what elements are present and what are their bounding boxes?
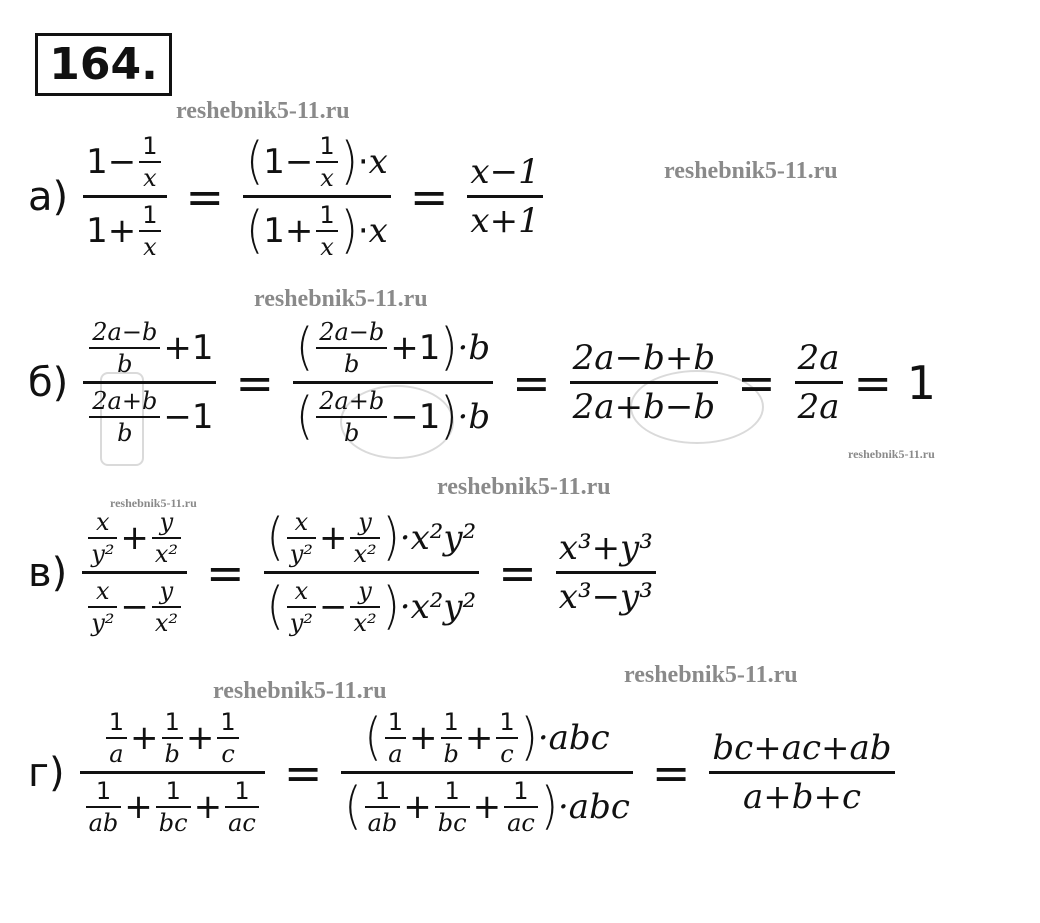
numerator: 1	[234, 777, 250, 805]
fraction-bar	[83, 195, 166, 198]
numerator: y	[159, 577, 174, 605]
fraction	[106, 708, 127, 768]
numerator: y	[358, 508, 372, 536]
numerator: 2a	[797, 338, 840, 378]
denominator: y²	[289, 540, 313, 568]
parenthesis: )	[540, 777, 558, 836]
math-term: x	[368, 211, 388, 251]
fraction-bar	[152, 537, 181, 539]
denominator: b	[344, 419, 360, 447]
denominator	[83, 387, 216, 447]
parenthesis: )	[440, 387, 458, 446]
numerator: bc+ac+ab	[712, 728, 892, 768]
parenthesis: )	[340, 132, 358, 191]
numerator: 1	[319, 132, 335, 160]
parenthesis: (	[246, 201, 264, 260]
math-term: −	[318, 587, 348, 627]
denominator: x	[143, 164, 157, 192]
math-term: x	[368, 142, 388, 182]
fraction	[504, 777, 538, 837]
math-term: +	[472, 787, 502, 827]
fraction-bar	[83, 381, 216, 384]
numerator: 1	[444, 777, 460, 805]
fraction-bar	[316, 230, 337, 232]
math-term: −1	[163, 397, 214, 437]
fraction	[316, 132, 337, 192]
fraction-bar	[88, 537, 117, 539]
fraction-bar	[156, 806, 191, 808]
fraction-bar	[316, 347, 387, 349]
fraction	[82, 508, 187, 637]
denominator: y²	[91, 540, 115, 568]
numerator: y	[358, 577, 372, 605]
numerator: 1	[319, 201, 335, 229]
fraction	[287, 508, 316, 568]
watermark: reshebnik5-11.ru	[213, 678, 387, 704]
fraction-bar	[89, 347, 160, 349]
fraction	[350, 508, 379, 568]
math-term: −	[284, 142, 314, 182]
fraction	[152, 577, 181, 637]
fraction-bar	[243, 195, 391, 198]
denominator: b	[344, 350, 360, 378]
denominator: b	[117, 419, 133, 447]
fraction-bar	[795, 381, 843, 384]
fraction	[556, 528, 656, 617]
fraction	[243, 132, 391, 261]
fraction	[225, 777, 259, 837]
math-term: ·	[357, 211, 369, 251]
numerator: 1	[443, 708, 459, 736]
equals-sign: =	[737, 355, 776, 410]
problem-number: 164.	[35, 33, 172, 96]
numerator: 1	[513, 777, 529, 805]
math-term: +	[120, 518, 149, 558]
equation-a	[28, 132, 546, 261]
fraction	[83, 132, 166, 261]
denominator: ab	[88, 809, 119, 837]
fraction	[467, 152, 542, 241]
fraction-bar	[316, 161, 337, 163]
equals-sign: =	[651, 745, 691, 800]
math-term: +	[130, 718, 159, 758]
fraction	[316, 201, 337, 261]
numerator: y	[159, 508, 174, 536]
denominator: x²	[154, 609, 179, 637]
fraction	[89, 318, 160, 378]
watermark: reshebnik5-11.ru	[176, 98, 350, 124]
fraction-bar	[217, 737, 238, 739]
math-term: −	[120, 587, 149, 627]
math-term: 1	[263, 211, 285, 251]
watermark: reshebnik5-11.ru	[110, 496, 197, 510]
fraction	[316, 318, 387, 378]
parenthesis: )	[340, 201, 358, 260]
fraction	[139, 132, 160, 192]
numerator: 1	[108, 708, 125, 736]
parenthesis: )	[382, 508, 400, 567]
math-term: +	[185, 718, 215, 758]
fraction-bar	[106, 737, 127, 739]
denominator	[80, 777, 265, 837]
fraction	[86, 777, 122, 837]
numerator: 1	[95, 777, 112, 805]
denominator: y²	[289, 609, 313, 637]
fraction-bar	[287, 537, 316, 539]
fraction	[217, 708, 238, 768]
numerator: x	[96, 577, 110, 605]
fraction	[365, 777, 401, 837]
numerator: 1	[220, 708, 236, 736]
fraction-bar	[88, 606, 117, 608]
numerator: x³+y³	[558, 528, 653, 568]
math-term: ·x²y²	[399, 518, 477, 558]
watermark: reshebnik5-11.ru	[254, 286, 428, 312]
denominator	[341, 777, 632, 837]
fraction-bar	[365, 806, 401, 808]
fraction-bar	[316, 416, 387, 418]
numerator: x	[96, 508, 110, 536]
fraction-bar	[350, 537, 379, 539]
math-term: ·abc	[557, 787, 630, 827]
fraction-bar	[225, 806, 259, 808]
numerator: 1	[387, 708, 403, 736]
math-term: ·b	[457, 397, 491, 437]
denominator: a	[109, 740, 124, 768]
fraction	[435, 777, 470, 837]
equation-b	[28, 318, 952, 447]
fraction-bar	[504, 806, 538, 808]
parenthesis: (	[266, 508, 284, 567]
denominator: a	[388, 740, 403, 768]
parenthesis: (	[296, 318, 314, 377]
fraction	[89, 387, 160, 447]
equals-sign: =	[498, 545, 537, 600]
fraction	[795, 338, 843, 427]
fraction-bar	[350, 606, 379, 608]
numerator: x	[294, 577, 309, 605]
label-g: г)	[28, 749, 65, 796]
math-term: +	[464, 718, 494, 758]
parenthesis: (	[246, 132, 264, 191]
denominator: x	[320, 233, 334, 261]
denominator: b	[443, 740, 459, 768]
numerator	[82, 508, 187, 568]
parenthesis: )	[520, 708, 538, 767]
fraction	[441, 708, 462, 768]
equals-sign: =	[185, 169, 225, 224]
denominator: x+1	[470, 201, 540, 241]
numerator	[100, 708, 245, 768]
fraction-bar	[341, 771, 632, 774]
parenthesis: )	[440, 318, 458, 377]
numerator: 1	[374, 777, 391, 805]
denominator: x²	[154, 540, 179, 568]
fraction	[570, 338, 718, 427]
fraction	[385, 708, 406, 768]
fraction	[139, 201, 160, 261]
numerator: 1	[165, 777, 181, 805]
fraction	[83, 318, 216, 447]
numerator: 1	[142, 201, 158, 229]
parenthesis: )	[382, 577, 400, 636]
numerator	[243, 132, 391, 192]
math-term: −	[107, 142, 137, 182]
fraction-bar	[467, 195, 542, 198]
fraction	[88, 508, 117, 568]
denominator: 2a	[797, 387, 840, 427]
fraction-bar	[435, 806, 470, 808]
math-term: −1	[390, 397, 441, 437]
fraction-bar	[287, 606, 316, 608]
math-term: +1	[163, 328, 214, 368]
numerator: 2a−b	[319, 318, 385, 346]
math-term: ·	[357, 142, 369, 182]
math-term: 1	[86, 211, 108, 251]
denominator: x³−y³	[558, 577, 653, 617]
fraction-bar	[496, 737, 517, 739]
fraction	[152, 508, 181, 568]
fraction-bar	[82, 571, 187, 574]
denominator	[293, 387, 493, 447]
numerator: 2a−b	[92, 318, 158, 346]
fraction-bar	[556, 571, 656, 574]
fraction	[316, 387, 387, 447]
math-term: ·abc	[537, 718, 610, 758]
parenthesis: (	[266, 577, 284, 636]
fraction-bar	[709, 771, 894, 774]
math-term: +1	[390, 328, 441, 368]
numerator: 2a+b	[92, 387, 158, 415]
numerator: 1	[142, 132, 158, 160]
denominator: ac	[228, 809, 256, 837]
denominator: x²	[353, 540, 377, 568]
watermark: reshebnik5-11.ru	[624, 662, 798, 688]
equals-sign: =	[235, 355, 275, 410]
fraction	[88, 577, 117, 637]
fraction	[80, 708, 265, 837]
fraction	[264, 508, 480, 637]
fraction	[156, 777, 191, 837]
denominator: y²	[91, 609, 115, 637]
label-v: в)	[28, 549, 68, 596]
denominator: bc	[158, 809, 188, 837]
fraction	[350, 577, 379, 637]
denominator: ab	[367, 809, 398, 837]
numerator	[362, 708, 613, 768]
fraction-bar	[570, 381, 718, 384]
parenthesis: (	[296, 387, 314, 446]
fraction	[162, 708, 183, 768]
watermark: reshebnik5-11.ru	[437, 474, 611, 500]
denominator	[243, 201, 391, 261]
math-term: +	[284, 211, 314, 251]
fraction-bar	[152, 606, 181, 608]
fraction	[496, 708, 517, 768]
denominator: x²	[353, 609, 377, 637]
label-b: б)	[28, 359, 69, 406]
numerator: 2a+b	[319, 387, 385, 415]
math-term: +	[318, 518, 348, 558]
denominator	[83, 201, 166, 261]
numerator: x	[294, 508, 309, 536]
math-term: +	[124, 787, 153, 827]
fraction-bar	[162, 737, 183, 739]
denominator: b	[117, 350, 133, 378]
denominator: bc	[437, 809, 467, 837]
equals-sign: =	[283, 745, 323, 800]
math-term: ·x²y²	[399, 587, 477, 627]
fraction-bar	[441, 737, 462, 739]
parenthesis: (	[364, 708, 382, 767]
math-term: +	[403, 787, 432, 827]
numerator	[83, 318, 216, 378]
equals-sign: =	[206, 545, 245, 600]
denominator	[264, 577, 480, 637]
fraction	[341, 708, 632, 837]
denominator: c	[221, 740, 235, 768]
equals-sign: =	[512, 355, 551, 410]
fraction	[293, 318, 493, 447]
equals-sign: =	[409, 169, 449, 224]
fraction	[709, 728, 894, 817]
denominator: x	[320, 164, 334, 192]
fraction-bar	[86, 806, 122, 808]
denominator: b	[164, 740, 180, 768]
math-term: +	[193, 787, 223, 827]
numerator	[83, 132, 166, 192]
numerator: 1	[164, 708, 180, 736]
fraction-bar	[80, 771, 265, 774]
denominator: ac	[507, 809, 535, 837]
numerator: 2a−b+b	[572, 338, 716, 378]
watermark: reshebnik5-11.ru	[664, 158, 838, 184]
denominator: 2a+b−b	[572, 387, 716, 427]
denominator: c	[500, 740, 514, 768]
fraction-bar	[139, 161, 160, 163]
math-term: 1	[86, 142, 108, 182]
math-term: 1	[263, 142, 285, 182]
fraction-bar	[89, 416, 160, 418]
fraction-bar	[139, 230, 160, 232]
numerator	[293, 318, 493, 378]
equation-g	[28, 708, 898, 837]
math-term: ·b	[457, 328, 491, 368]
watermark: reshebnik5-11.ru	[848, 447, 935, 461]
numerator: x−1	[470, 152, 540, 192]
label-a: а)	[28, 173, 69, 220]
math-term: +	[409, 718, 438, 758]
denominator	[82, 577, 187, 637]
denominator: x	[143, 233, 157, 261]
fraction-bar	[385, 737, 406, 739]
numerator: 1	[499, 708, 515, 736]
denominator: a+b+c	[742, 777, 862, 817]
equation-v	[28, 508, 659, 637]
math-term: +	[107, 211, 137, 251]
result-value: = 1	[853, 355, 936, 410]
parenthesis: (	[344, 777, 362, 836]
numerator	[264, 508, 480, 568]
fraction-bar	[264, 571, 480, 574]
fraction-bar	[293, 381, 493, 384]
fraction	[287, 577, 316, 637]
